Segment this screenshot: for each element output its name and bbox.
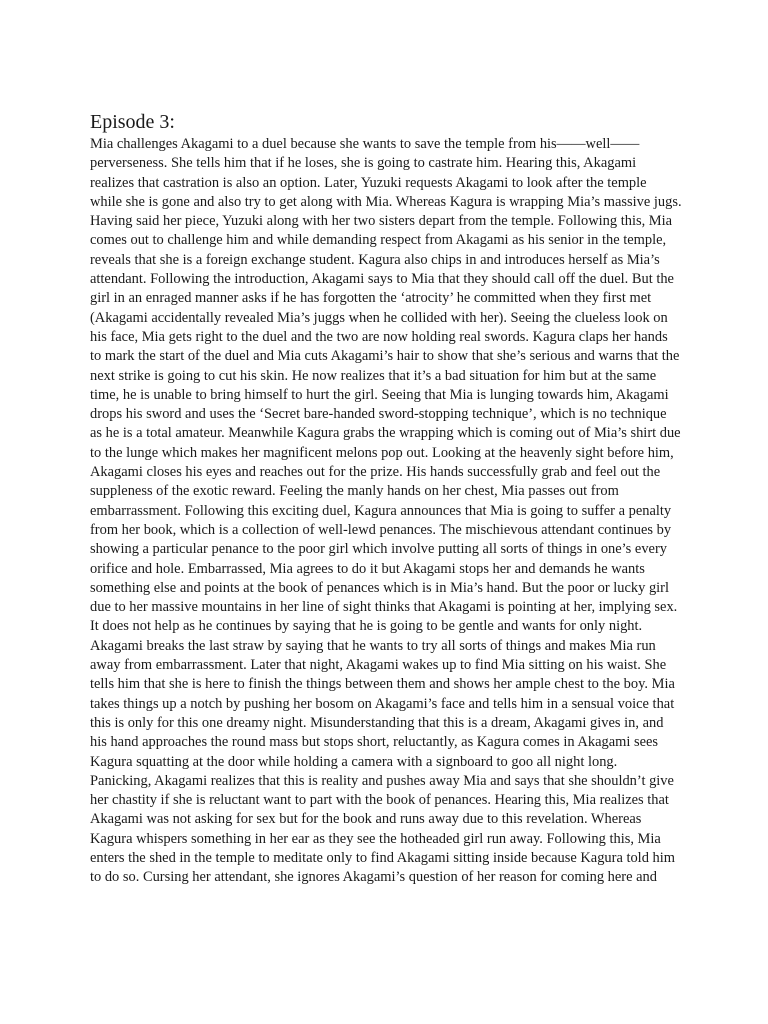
document-content [90, 110, 682, 888]
episode-summary-paragraph: Mia challenges Akagami to a duel because she wants to save the temple from his——well—— perverseness. She tells him that if he loses, she is going to castrate him. Hearing this, Akagami realizes that castration is also an option. Later, Yuzuki requests Akagami to look after the temple while she is gone and also try to get along with Mia. Whereas Kagura is wrapping Mia’s massive jugs. Having said her piece, Yuzuki along with her two sisters depart from the temple. Following this, Mia comes out to challenge him and while demanding respect from Akagami as his senior in the temple, reveals that she is a foreign exchange student. Kagura also chips in and introduces herself as Mia’s attendant. Following the introduction, Akagami says to Mia that they should call off the duel. But the girl in an enraged manner asks if he has forgotten the ‘atrocity’ he committed when they first met (Akagami accidentally revealed Mia’s juggs when he collided with her). Seeing the clueless look on his face, Mia gets right to the duel and the two are now holding real swords. Kagura claps her hands to mark the start of the duel and Mia cuts Akagami’s hair to show that she’s serious and warns that the next strike is going to cut his skin. He now realizes that it’s a bad situation for him but at the same time, he is unable to bring himself to hurt the girl. Seeing that Mia is lunging towards him, Akagami drops his sword and uses the ‘Secret bare-handed sword-stopping technique’, which is no technique as he is a total amateur. Meanwhile Kagura grabs the wrapping which is coming out of Mia’s shirt due to the lunge which makes her magnificent melons pop out. Looking at the heavenly sight before him, Akagami closes his eyes and reaches out for the prize. His hands successfully grab and feel out the suppleness of the exotic reward. Feeling the manly hands on her chest, Mia passes out from embarrassment. Following this exciting duel, Kagura announces that Mia is going to suffer a penalty from her book, which is a collection of well-lewd penances. The mischievous attendant continues by showing a particular penance to the poor girl which involve putting all sorts of things in one’s every orifice and hole. Embarrassed, Mia agrees to do it but Akagami stops her and demands he wants something else and points at the book of penances which is in Mia’s hand. But the poor or lucky girl due to her massive mountains in her line of sight thinks that Akagami is pointing at her, implying sex. It does not help as he continues by saying that he is going to be gentle and wants for only night. Akagami breaks the last straw by saying that he wants to try all sorts of things and makes Mia run away from embarrassment. Later that night, Akagami wakes up to find Mia sitting on his waist. She tells him that she is here to finish the things between them and shows her ample chest to the boy. Mia takes things up a notch by pushing her bosom on Akagami’s face and tells him in a sensual voice that this is only for this one dreamy night. Misunderstanding that this is a dream, Akagami gives in, and his hand approaches the round mass but stops short, reluctantly, as Kagura comes in Akagami sees Kagura squatting at the door while holding a camera with a signboard to goo all night long. Panicking, Akagami realizes that this is reality and pushes away Mia and says that she shouldn’t give her chastity if she is reluctant want to part with the book of penances. Hearing this, Mia realizes that Akagami was not asking for sex but for the book and runs away due to this revelation. Whereas Kagura whispers something in her ear as they see the hotheaded girl run away. Following this, Mia enters the shed in the temple to meditate only to find Akagami sitting inside because Kagura told him to do so. Cursing her attendant, she ignores Akagami’s question of her reason for coming here and [90, 136, 682, 886]
episode-heading: Episode 3: [90, 111, 175, 133]
